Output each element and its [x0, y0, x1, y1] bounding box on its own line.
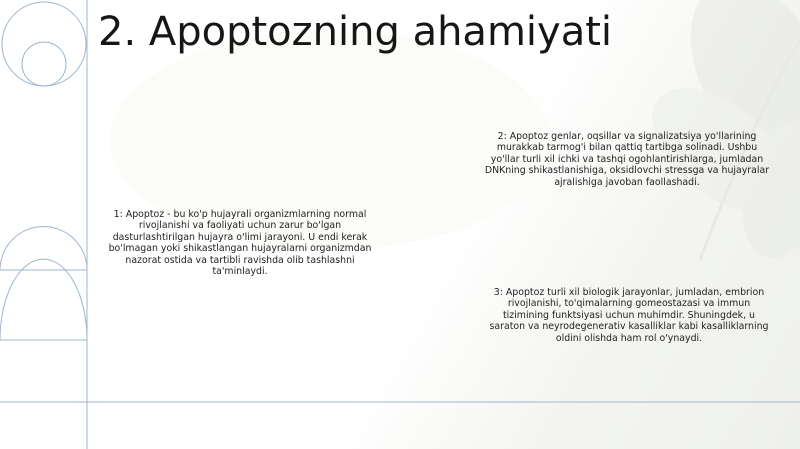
slide-title: 2. Apoptozning ahamiyati: [98, 9, 613, 55]
paragraph-3: 3: Apoptoz turli xil biologik jarayonlar, jumladan, embrion rivojlanishi, to'qimalarning gomeostazasi va immun tizimining funktsiyasi uchun muhimdir. Shuningdek, u saraton va neyrodegenerativ kasalliklar kabi kasalliklarning oldini olishda ham rol o'ynaydi.: [489, 287, 769, 344]
paragraph-1: 1: Apoptoz - bu ko'p hujayrali organizmlarning normal rivojlanishi va faoliyati uchun zarur bo'lgan dasturlashtirilgan hujayra o'limi jarayoni. U endi kerak bo'lmagan yoki shikastlangan hujayralarni organizmdan nazorat ostida va tartibli ravishda olib tashlashni ta'minlaydi.: [108, 209, 372, 278]
paragraph-2: 2: Apoptoz genlar, oqsillar va signalizatsiya yo'llarining murakkab tarmog'i bilan qattiq tartibga solinadi. Ushbu yo'llar turli xil ichki va tashqi ogohlantirishlarga, jumladan DNKning shikastlanishiga, oksidlovchi stressga va hujayralar ajralishiga javoban faollashadi.: [484, 131, 770, 188]
